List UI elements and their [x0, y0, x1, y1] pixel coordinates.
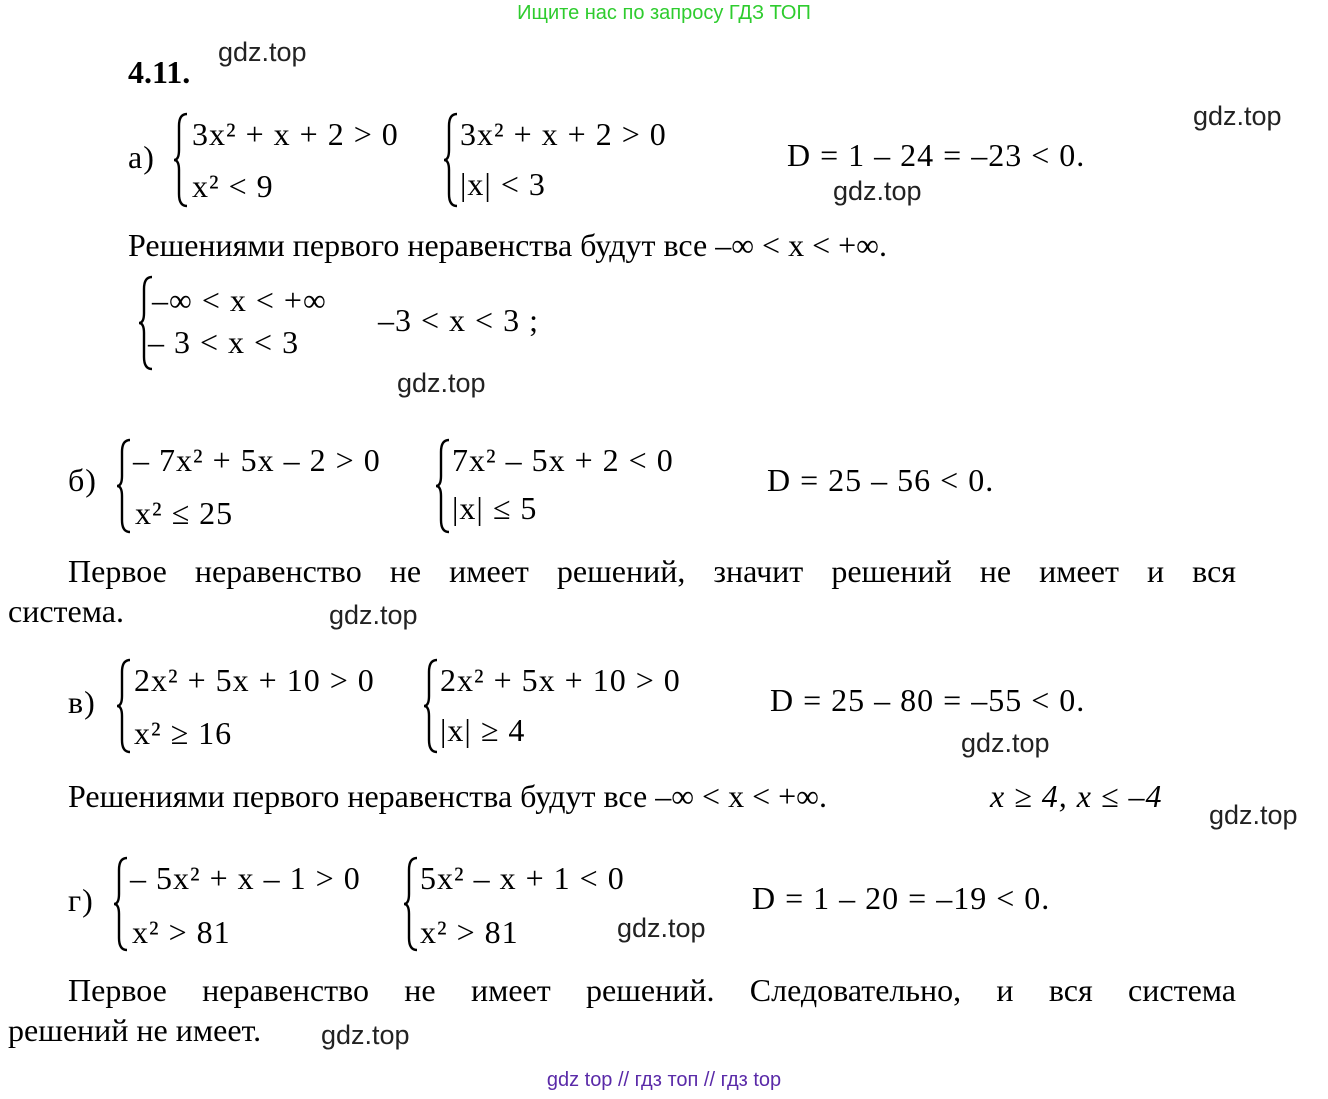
- system-brace: [423, 658, 439, 754]
- part-g-discriminant: D = 1 – 20 = –19 < 0.: [752, 880, 1051, 916]
- part-a-sys2-line1: 3x² + x + 2 > 0: [460, 116, 667, 152]
- part-g-sys1-line2: x² > 81: [132, 914, 231, 950]
- footer-links[interactable]: gdz top // гдз топ // гдз top: [546, 1069, 782, 1091]
- system-brace: [435, 438, 451, 534]
- part-b-sys1-line1: – 7x² + 5x – 2 > 0: [133, 442, 381, 478]
- system-brace: [403, 856, 419, 952]
- system-brace: [443, 112, 459, 208]
- part-g-label: г): [68, 882, 94, 918]
- part-b-sys2-line1: 7x² – 5x + 2 < 0: [452, 442, 674, 478]
- part-b-sys1-line2: x² ≤ 25: [135, 495, 234, 531]
- part-g-text-line1: Первое неравенство не имеет решений. Следовательно, и вся система: [68, 972, 1236, 1008]
- watermark: gdz.top: [617, 913, 706, 943]
- part-a-sys2-line2: |x| < 3: [460, 166, 546, 202]
- part-a-sys3-line1: –∞ < x < +∞: [152, 282, 327, 318]
- part-v-sys2-line2: |x| ≥ 4: [440, 712, 526, 748]
- part-a-answer: –3 < x < 3 ;: [378, 302, 539, 338]
- part-g-sys2-line2: x² > 81: [420, 914, 519, 950]
- part-b-text-line1: Первое неравенство не имеет решений, значит решений не имеет и вся: [68, 553, 1236, 589]
- watermark: gdz.top: [833, 176, 922, 206]
- part-a-sys1-line2: x² < 9: [192, 168, 274, 204]
- part-b-discriminant: D = 25 – 56 < 0.: [767, 462, 995, 498]
- part-a-sys1-line1: 3x² + x + 2 > 0: [192, 116, 399, 152]
- watermark: gdz.top: [397, 368, 486, 398]
- part-v-label: в): [68, 684, 96, 720]
- part-b-sys2-line2: |x| ≤ 5: [452, 490, 538, 526]
- system-brace: [173, 112, 189, 208]
- part-v-answer: x ≥ 4, x ≤ –4: [990, 778, 1163, 814]
- part-v-sys1-line1: 2x² + 5x + 10 > 0: [134, 662, 375, 698]
- watermark: gdz.top: [1209, 800, 1298, 830]
- watermark: gdz.top: [321, 1020, 410, 1050]
- part-v-sys1-line2: x² ≥ 16: [134, 715, 233, 751]
- problem-number: 4.11.: [128, 54, 191, 90]
- part-a-text: Решениями первого неравенства будут все –∞ < x < +∞.: [128, 227, 887, 263]
- part-v-sys2-line1: 2x² + 5x + 10 > 0: [440, 662, 681, 698]
- part-a-sys3-line2: – 3 < x < 3: [148, 324, 300, 360]
- watermark: gdz.top: [329, 600, 418, 630]
- part-b-label: б): [68, 462, 97, 498]
- watermark: gdz.top: [1193, 101, 1282, 131]
- part-g-sys2-line1: 5x² – x + 1 < 0: [420, 860, 625, 896]
- part-g-sys1-line1: – 5x² + x – 1 > 0: [130, 860, 361, 896]
- part-a-label: а): [128, 139, 155, 175]
- system-brace: [116, 438, 132, 534]
- watermark: gdz.top: [218, 37, 307, 67]
- system-brace: [116, 658, 132, 754]
- part-a-discriminant: D = 1 – 24 = –23 < 0.: [787, 137, 1086, 173]
- part-v-text: Решениями первого неравенства будут все –∞ < x < +∞.: [68, 778, 827, 814]
- search-hint-banner: Ищите нас по запросу ГДЗ ТОП: [517, 2, 811, 24]
- part-g-text-line2: решений не имеет.: [8, 1012, 262, 1048]
- watermark: gdz.top: [961, 728, 1050, 758]
- system-brace: [113, 856, 129, 952]
- part-b-text-line2: система.: [8, 593, 124, 629]
- part-v-discriminant: D = 25 – 80 = –55 < 0.: [770, 682, 1086, 718]
